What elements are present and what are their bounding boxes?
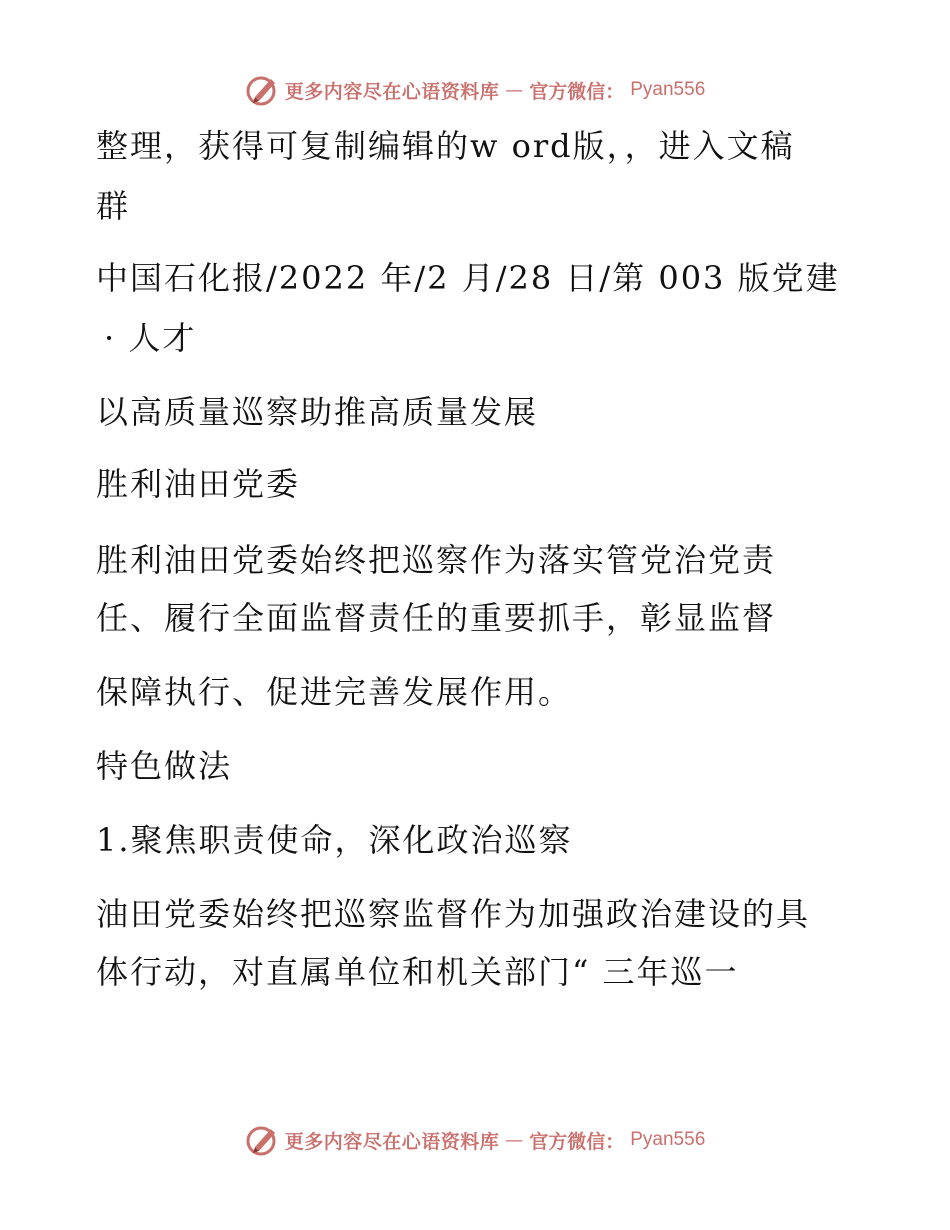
text-line: 胜利油田党委 bbox=[96, 465, 301, 503]
text-line: 胜利油田党委始终把巡察作为落实管党治党责 bbox=[96, 541, 777, 579]
watermark-header bbox=[0, 70, 950, 110]
watermark-id: Pyan556 bbox=[630, 1129, 706, 1150]
watermark-label: 官方微信： bbox=[529, 1130, 625, 1153]
watermark-footer bbox=[0, 1120, 950, 1160]
watermark-separator: — bbox=[505, 79, 524, 101]
text-line: 整理，获得可复制编辑的w ord版，，进入文稿 bbox=[96, 127, 795, 165]
text-line: 油田党委始终把巡察监督作为加强政治建设的具 bbox=[96, 895, 811, 933]
text-line: · 人才 bbox=[104, 319, 197, 357]
text-line: 中国石化报/2022 年/2 月/28 日/第 003 版党建 bbox=[96, 259, 840, 297]
watermark-text: 更多内容尽在心语资料库 bbox=[284, 1130, 500, 1153]
text-line: 特色做法 bbox=[96, 747, 233, 785]
watermark-id: Pyan556 bbox=[630, 79, 706, 100]
watermark-label: 官方微信： bbox=[529, 80, 625, 103]
watermark-separator: — bbox=[505, 1129, 524, 1151]
pen-logo-icon bbox=[245, 73, 279, 107]
text-line: 1.聚焦职责使命，深化政治巡察 bbox=[96, 821, 573, 859]
pen-logo-icon bbox=[245, 1123, 279, 1157]
watermark-text: 更多内容尽在心语资料库 bbox=[284, 80, 500, 103]
text-line: 群 bbox=[96, 187, 131, 225]
text-line: 体行动，对直属单位和机关部门“ 三年巡一 bbox=[96, 953, 739, 991]
text-line: 任、履行全面监督责任的重要抓手，彰显监督 bbox=[96, 599, 777, 637]
text-line: 保障执行、促进完善发展作用。 bbox=[96, 673, 573, 711]
text-line: 以高质量巡察助推高质量发展 bbox=[96, 393, 539, 431]
